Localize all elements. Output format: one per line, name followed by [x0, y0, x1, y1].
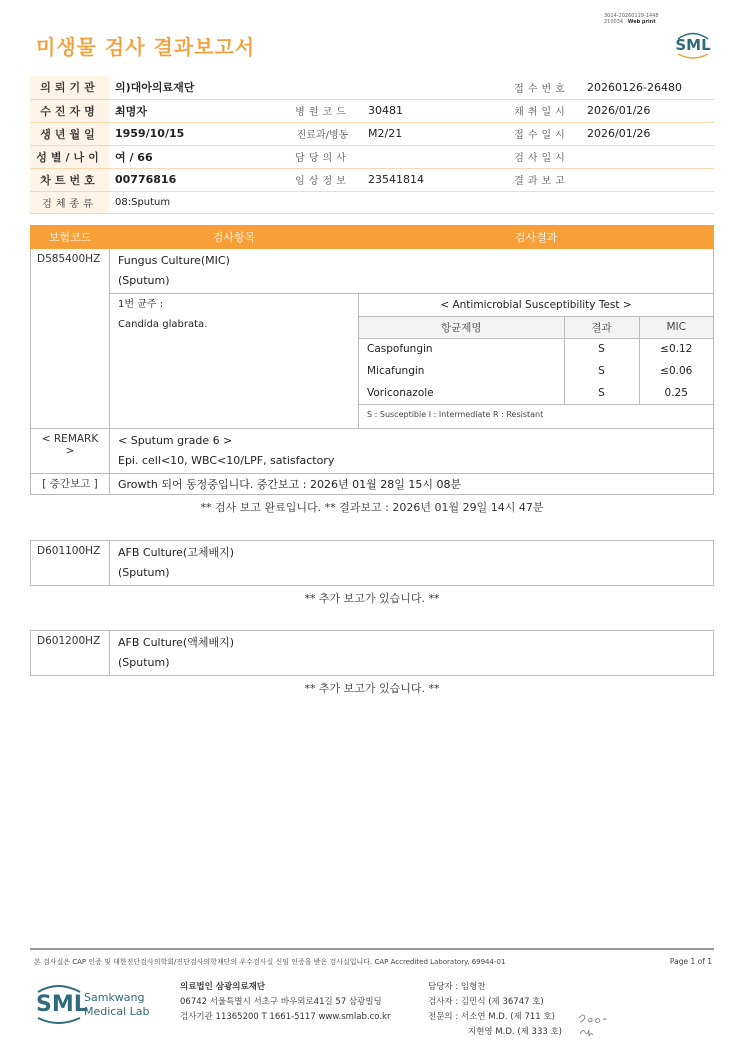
ast-mic: ≤0.12 — [639, 338, 713, 360]
result-table-afb-solid — [30, 540, 714, 586]
web-print-label: Web print — [627, 19, 656, 25]
patient-info-table — [30, 76, 714, 214]
test-specimen: (Sputum) — [118, 274, 170, 287]
ast-drug: Micafungin — [367, 365, 425, 377]
ast-drug-header: 항균제명 — [359, 316, 564, 338]
sml-logo-icon — [672, 30, 714, 60]
col-result-header: 검사결과 — [359, 226, 714, 249]
certification-text: 본 검사실은 CAP 인증 및 대한진단검사의학회/진단검사의학재단의 우수검사실 신임 인증을 받은 검사실입니다. CAP Accredited Laboratory. 69944-01 — [34, 958, 506, 966]
ast-row — [359, 360, 713, 382]
specimen-value: 08:Sputum — [109, 191, 714, 213]
logo-line-2: Medical Lab — [84, 1005, 150, 1018]
clinical-label: 임상정보 — [283, 168, 362, 191]
dob-value: 1959/10/15 — [109, 122, 283, 145]
document-code — [604, 13, 714, 25]
ast-result-header: 결과 — [564, 316, 639, 338]
accession-value: 20260126-26480 — [581, 76, 714, 99]
remark-line-1: < Sputum grade 6 > — [118, 434, 233, 447]
test-specimen: (Sputum) — [118, 566, 170, 579]
test-specimen: (Sputum) — [118, 656, 170, 669]
dept-value: M2/21 — [362, 122, 502, 145]
complete-note: ** 검사 보고 완료입니다. ** 결과보고 : 2026년 01월 29일 14시 47분 — [200, 501, 544, 514]
ast-row — [359, 382, 713, 404]
samkwang-logo-icon — [36, 980, 156, 1026]
logo-line-1: Samkwang — [84, 991, 145, 1004]
test-code: D585400HZ — [31, 249, 110, 429]
clinical-value: 23541814 — [362, 168, 502, 191]
page-number: Page 1 of 1 — [669, 957, 712, 966]
logo-text: SML — [675, 36, 711, 54]
sexage-label: 성별/나이 — [30, 145, 109, 168]
collect-label: 채취일시 — [502, 99, 581, 122]
test-code: D601100HZ — [31, 541, 110, 586]
ast-title: < Antimicrobial Susceptibility Test > — [359, 294, 713, 316]
code-line-2: 210034 — [604, 19, 624, 25]
collect-value: 2026/01/26 — [581, 99, 714, 122]
sexage-value: 여 / 66 — [109, 145, 283, 168]
col-code-header: 보험코드 — [31, 226, 110, 249]
doctor-value — [362, 145, 502, 168]
name-value: 최명자 — [109, 99, 283, 122]
interim-label: [ 중간보고 ] — [31, 474, 110, 495]
report-value — [581, 168, 714, 191]
ast-row — [359, 338, 713, 360]
exam-label: 검사일시 — [502, 145, 581, 168]
col-item-header: 검사항목 — [110, 226, 359, 249]
ast-mic-header: MIC — [639, 316, 713, 338]
ast-mic: 0.25 — [639, 382, 713, 404]
test-name: AFB Culture(액체배지) — [118, 636, 235, 649]
ast-table — [359, 294, 713, 424]
footer-divider — [30, 948, 714, 950]
result-table-fungus — [30, 225, 714, 495]
inst-value: 의)대아의료재단 — [109, 76, 502, 99]
exam-value — [581, 145, 714, 168]
ast-mic: ≤0.06 — [639, 360, 713, 382]
receive-value: 2026/01/26 — [581, 122, 714, 145]
org-name: 의료법인 삼광의료재단 — [180, 982, 266, 992]
specimen-label: 검체종류 — [30, 191, 109, 213]
test-code: D601200HZ — [31, 631, 110, 676]
page-title: 미생물 검사 결과보고서 — [36, 35, 256, 59]
code-line-1: 3014-20260129-1448 — [604, 13, 659, 19]
organism-name: Candida glabrata. — [118, 319, 208, 330]
contact: 검사기관 11365200 T 1661-5117 www.smlab.co.kr — [180, 1012, 391, 1022]
signature-icon — [576, 1010, 608, 1040]
lab-address-block — [180, 980, 390, 1025]
result-table-afb-liquid — [30, 630, 714, 676]
logo-sml-text: SML — [36, 992, 88, 1017]
inst-label: 의뢰기관 — [30, 76, 109, 99]
chart-label: 차트번호 — [30, 168, 109, 191]
doctor-label: 담당의사 — [283, 145, 362, 168]
dept-label: 진료과/병동 — [283, 122, 362, 145]
ast-result: S — [564, 382, 639, 404]
additional-report-note: ** 추가 보고가 있습니다. ** — [304, 592, 440, 605]
staff-block — [428, 980, 562, 1040]
remark-label: < REMARK > — [31, 429, 110, 474]
accession-label: 접수번호 — [502, 76, 581, 99]
hospcode-label: 병원코드 — [283, 99, 362, 122]
ast-drug: Voriconazole — [359, 382, 564, 404]
interim-text: Growth 되어 동정중입니다. 중간보고 : 2026년 01월 28일 15시 08분 — [110, 474, 714, 495]
ast-result: S — [564, 338, 639, 360]
test-name: AFB Culture(고체배지) — [118, 546, 235, 559]
ast-legend: S : Susceptible I : Intermediate R : Resistant — [367, 409, 544, 419]
staff-line-3: 전문의 : 서소연 M.D. (제 711 호) — [428, 1012, 555, 1022]
address: 06742 서울특별시 서초구 바우뫼로41길 57 삼광빌딩 — [180, 997, 382, 1007]
name-label: 수진자명 — [30, 99, 109, 122]
additional-report-note: ** 추가 보고가 있습니다. ** — [304, 682, 440, 695]
receive-label: 접수일시 — [502, 122, 581, 145]
remark-line-2: Epi. cell<10, WBC<10/LPF, satisfactory — [118, 454, 335, 467]
report-label: 결과보고 — [502, 168, 581, 191]
dob-label: 생년월일 — [30, 122, 109, 145]
staff-line-4: 지현영 M.D. (제 333 호) — [468, 1027, 563, 1037]
ast-result: S — [564, 360, 639, 382]
staff-line-2: 검사자 : 김민식 (제 36747 호) — [428, 997, 544, 1007]
organism-label: 1번 균주 : — [118, 299, 164, 310]
chart-value: 00776816 — [109, 168, 283, 191]
ast-drug: Caspofungin — [367, 343, 433, 356]
hospcode-value: 30481 — [362, 99, 502, 122]
test-name: Fungus Culture(MIC) — [118, 254, 230, 267]
staff-line-1: 담당자 : 임형찬 — [428, 982, 486, 992]
